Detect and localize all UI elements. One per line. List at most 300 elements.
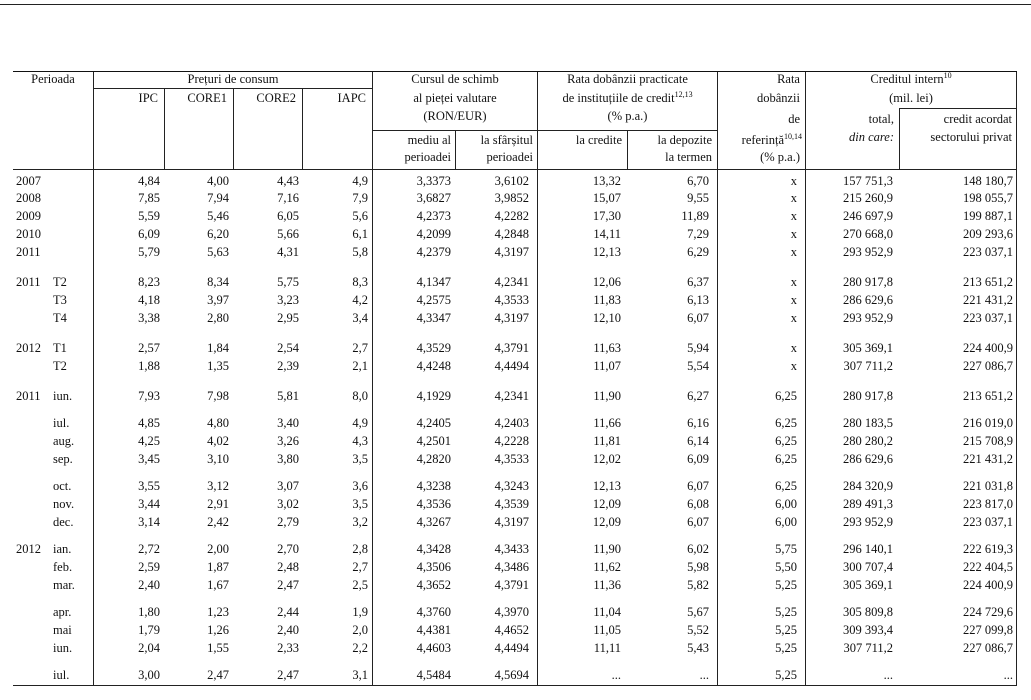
cell-credite: 17,30 [592,209,621,223]
cell-ref: x [790,209,797,223]
cell-privat: 227 086,7 [963,641,1013,655]
cell-ipc: 3,45 [138,452,160,466]
cell-iapc: 2,5 [352,578,368,592]
row-period: nov. [53,497,75,511]
header-rata-2: de instituțiile de credit$^{12,13}$ [562,90,693,105]
cell-privat: 213 651,2 [963,275,1013,289]
table-row [13,560,1017,575]
cell-core1: 1,84 [207,341,229,355]
cell-privat: 227 086,7 [963,359,1013,373]
cell-total: 293 952,9 [843,515,893,529]
cell-core2: 3,07 [277,479,299,493]
cell-iapc: 2,1 [352,359,368,373]
row-period: T2 [53,359,67,373]
cell-ref: 5,25 [775,605,797,619]
cell-credite: 12,10 [592,311,621,325]
cell-credite: 11,90 [593,389,621,403]
cell-total: 296 140,1 [843,542,893,556]
cell-ipc: 3,38 [138,311,160,325]
row-year: 2008 [16,191,41,205]
cell-privat: 224 400,9 [963,578,1013,592]
cell-total: 286 629,6 [843,452,893,466]
cell-iapc: 4,9 [352,174,368,188]
cell-total: 215 260,9 [843,191,893,205]
cell-mediu: 4,2373 [416,209,451,223]
table-row [13,497,1017,512]
header-rata-3: (% p.a.) [607,109,648,123]
cell-credite: 14,11 [593,227,621,241]
cell-total: 270 668,0 [843,227,893,241]
cell-depozite: ... [699,668,709,682]
header-perioada: Perioada [31,72,75,86]
cell-privat: 148 180,7 [963,174,1013,188]
cell-core1: 1,87 [207,560,229,574]
cell-total: 280 183,5 [843,416,893,430]
cell-privat: 215 708,9 [963,434,1013,448]
table-row [13,174,1017,189]
row-year: 2011 [16,245,41,259]
cell-core1: 5,46 [207,209,229,223]
col-sep [1016,72,1017,169]
cell-core2: 3,02 [277,497,299,511]
row-period: mai [53,623,72,637]
cell-depozite: 6,13 [687,293,709,307]
cell-credite: 11,04 [593,605,621,619]
header-curs-1: Cursul de schimb [411,72,499,86]
cell-ipc: 4,25 [138,434,160,448]
cell-depozite: 5,52 [687,623,709,637]
row-period: feb. [53,560,73,574]
row-year: 2010 [16,227,41,241]
header-rata-1: Rata dobânzii practicate [567,72,688,86]
cell-sf: 4,3533 [494,452,529,466]
cell-depozite: 6,37 [687,275,709,289]
cell-credite: 12,06 [592,275,621,289]
cell-depozite: 11,89 [681,209,709,223]
cell-iapc: 1,9 [352,605,368,619]
cell-core2: 4,43 [277,174,299,188]
cell-depozite: 6,07 [687,515,709,529]
cell-core1: 7,94 [207,191,229,205]
cell-privat: 223 037,1 [963,311,1013,325]
header-preturi: Prețuri de consum [187,72,279,86]
cell-credite: 12,13 [592,479,621,493]
cell-ipc: 2,72 [138,542,160,556]
cell-mediu: 4,2099 [416,227,451,241]
cell-depozite: 7,29 [687,227,709,241]
cell-ipc: 4,18 [138,293,160,307]
cell-privat: 222 619,3 [963,542,1013,556]
table-row [13,515,1017,530]
cell-iapc: 5,6 [352,209,368,223]
cell-credite: ... [611,668,621,682]
cell-core2: 2,54 [277,341,299,355]
row-period: T2 [53,275,67,289]
cell-mediu: 4,5484 [416,668,451,682]
cell-total: 309 393,4 [843,623,893,637]
cell-core2: 5,66 [277,227,299,241]
cell-depozite: 6,07 [687,479,709,493]
cell-ref: 6,25 [775,479,797,493]
cell-credite: 11,62 [593,560,621,574]
cell-credite: 11,90 [593,542,621,556]
cell-mediu: 4,4381 [416,623,451,637]
row-period: apr. [53,605,72,619]
cell-core2: 4,31 [277,245,299,259]
header-credit-total-2: din care: [848,130,894,144]
cell-mediu: 4,3506 [416,560,451,574]
cell-core1: 8,34 [207,275,229,289]
cell-ipc: 1,79 [138,623,160,637]
header-ref-4: referință$^{10,14}$ [741,132,802,147]
cell-credite: 12,09 [592,497,621,511]
cell-core2: 2,40 [277,623,299,637]
header-ref-1: Rata [777,72,800,86]
table-row [13,605,1017,620]
table-row [13,245,1017,260]
cell-sf: 4,4494 [494,359,529,373]
cell-ipc: 5,59 [138,209,160,223]
cell-privat: 209 293,6 [963,227,1013,241]
header-subrule [899,108,1016,109]
header-credit-priv-2: sectorului privat [930,130,1012,144]
cell-sf: 4,4494 [494,641,529,655]
cell-sf: 3,6102 [494,174,529,188]
cell-total: ... [883,668,893,682]
cell-iapc: 3,6 [352,479,368,493]
table-row [13,341,1017,356]
cell-iapc: 2,8 [352,542,368,556]
cell-total: 286 629,6 [843,293,893,307]
cell-credite: 15,07 [592,191,621,205]
cell-depozite: 5,82 [687,578,709,592]
cell-depozite: 6,29 [687,245,709,259]
cell-total: 246 697,9 [843,209,893,223]
cell-privat: 198 055,7 [963,191,1013,205]
header-rata-dep-1: la depozite [657,133,712,147]
table-row [13,389,1017,404]
header-credit-priv-1: credit acordat [943,112,1012,126]
cell-iapc: 7,9 [352,191,368,205]
header-ref-3: de [788,112,800,126]
cell-sf: 4,5694 [494,668,529,682]
cell-total: 305 369,1 [843,578,893,592]
cell-credite: 11,81 [593,434,621,448]
cell-mediu: 3,6827 [416,191,451,205]
cell-ref: x [790,227,797,241]
cell-ipc: 8,23 [138,275,160,289]
cell-ref: 5,25 [775,578,797,592]
cell-credite: 12,09 [592,515,621,529]
table-row [13,359,1017,374]
cell-mediu: 4,3760 [416,605,451,619]
cell-sf: 4,2228 [494,434,529,448]
cell-total: 280 280,2 [843,434,893,448]
cell-ipc: 3,55 [138,479,160,493]
cell-total: 280 917,8 [843,389,893,403]
cell-ref: x [790,311,797,325]
cell-iapc: 3,5 [352,452,368,466]
cell-core1: 3,10 [207,452,229,466]
row-year: 2012 [16,341,41,355]
cell-total: 307 711,2 [843,641,893,655]
cell-depozite: 5,98 [687,560,709,574]
table-row [13,668,1017,683]
cell-sf: 4,3433 [494,542,529,556]
cell-privat: 224 729,6 [963,605,1013,619]
cell-sf: 4,3486 [494,560,529,574]
header-ref-2: dobânzii [756,91,800,105]
cell-iapc: 3,5 [352,497,368,511]
cell-depozite: 5,54 [687,359,709,373]
cell-iapc: 4,2 [352,293,368,307]
cell-core2: 2,47 [277,668,299,682]
table-row [13,209,1017,224]
cell-sf: 4,3197 [494,311,529,325]
cell-ipc: 4,84 [138,174,160,188]
cell-core1: 2,00 [207,542,229,556]
cell-ref: 6,25 [775,434,797,448]
cell-core1: 2,80 [207,311,229,325]
cell-core1: 1,67 [207,578,229,592]
cell-privat: 221 031,8 [963,479,1013,493]
cell-depozite: 6,14 [687,434,709,448]
row-year: 2012 [16,542,41,556]
header-bottom-rule [13,169,1017,170]
header-iapc: IAPC [337,91,366,105]
cell-depozite: 5,43 [687,641,709,655]
cell-iapc: 3,2 [352,515,368,529]
cell-core2: 5,75 [277,275,299,289]
cell-core2: 2,39 [277,359,299,373]
cell-iapc: 2,7 [352,560,368,574]
table-bottom-rule [13,685,1017,686]
cell-ref: 5,50 [775,560,797,574]
cell-depozite: 9,55 [687,191,709,205]
cell-mediu: 4,3536 [416,497,451,511]
header-core1: CORE1 [187,91,227,105]
cell-ref: x [790,275,797,289]
cell-core2: 3,26 [277,434,299,448]
cell-credite: 11,63 [593,341,621,355]
cell-depozite: 6,27 [687,389,709,403]
cell-privat: 222 404,5 [963,560,1013,574]
header-ref-5: (% p.a.) [760,150,800,164]
cell-iapc: 8,3 [352,275,368,289]
cell-core2: 2,95 [277,311,299,325]
table-row [13,641,1017,656]
cell-ref: 6,25 [775,416,797,430]
cell-total: 157 751,3 [843,174,893,188]
cell-privat: 213 651,2 [963,389,1013,403]
header-core2: CORE2 [256,91,296,105]
row-period: iun. [53,389,73,403]
cell-credite: 11,83 [593,293,621,307]
table-row [13,479,1017,494]
cell-core2: 7,16 [277,191,299,205]
table-row [13,578,1017,593]
row-period: T3 [53,293,67,307]
cell-mediu: 4,2379 [416,245,451,259]
cell-privat: 224 400,9 [963,341,1013,355]
cell-depozite: 6,08 [687,497,709,511]
cell-sf: 4,2341 [494,389,529,403]
header-mediu-2: perioadei [404,150,451,164]
cell-ref: 6,25 [775,389,797,403]
cell-credite: 12,02 [592,452,621,466]
header-subrule [537,130,717,131]
header-sf-2: perioadei [486,150,533,164]
cell-sf: 4,3791 [494,341,529,355]
cell-core1: 6,20 [207,227,229,241]
cell-total: 305 809,8 [843,605,893,619]
cell-mediu: 4,3347 [416,311,451,325]
table-row [13,542,1017,557]
cell-mediu: 4,1929 [416,389,451,403]
cell-core1: 1,26 [207,623,229,637]
cell-privat: 223 037,1 [963,515,1013,529]
cell-iapc: 4,3 [352,434,368,448]
cell-ref: 6,25 [775,452,797,466]
cell-mediu: 4,3529 [416,341,451,355]
top-rule [0,4,1031,5]
cell-sf: 4,3197 [494,515,529,529]
cell-privat: 223 817,0 [963,497,1013,511]
cell-core2: 2,33 [277,641,299,655]
cell-sf: 4,2403 [494,416,529,430]
table-row [13,434,1017,449]
cell-total: 280 917,8 [843,275,893,289]
cell-sf: 4,3539 [494,497,529,511]
cell-core2: 6,05 [277,209,299,223]
cell-mediu: 4,2405 [416,416,451,430]
cell-sf: 4,3533 [494,293,529,307]
cell-total: 293 952,9 [843,245,893,259]
cell-ipc: 1,88 [138,359,160,373]
cell-sf: 4,3197 [494,245,529,259]
cell-core1: 7,98 [207,389,229,403]
cell-core2: 5,81 [277,389,299,403]
row-period: dec. [53,515,74,529]
cell-ipc: 2,40 [138,578,160,592]
cell-core2: 2,47 [277,578,299,592]
cell-ref: 6,00 [775,497,797,511]
cell-sf: 4,2848 [494,227,529,241]
table-row [13,452,1017,467]
cell-credite: 11,36 [593,578,621,592]
cell-ipc: 3,00 [138,668,160,682]
header-mediu-1: mediu al [407,133,451,147]
cell-mediu: 4,4248 [416,359,451,373]
cell-ipc: 3,14 [138,515,160,529]
cell-sf: 4,3970 [494,605,529,619]
cell-core1: 5,63 [207,245,229,259]
cell-mediu: 4,3652 [416,578,451,592]
cell-depozite: 6,16 [687,416,709,430]
cell-sf: 4,2341 [494,275,529,289]
cell-iapc: 2,2 [352,641,368,655]
cell-ref: x [790,359,797,373]
cell-mediu: 4,2575 [416,293,451,307]
cell-ref: 5,25 [775,668,797,682]
cell-sf: 4,4652 [494,623,529,637]
row-year: 2011 [16,389,41,403]
table-row [13,275,1017,290]
cell-iapc: 6,1 [352,227,368,241]
cell-core2: 2,48 [277,560,299,574]
cell-privat: ... [1003,668,1013,682]
cell-core1: 2,47 [207,668,229,682]
row-year: 2009 [16,209,41,223]
cell-ref: 5,25 [775,623,797,637]
row-period: iul. [53,668,70,682]
cell-mediu: 4,2501 [416,434,451,448]
header-ipc: IPC [138,91,158,105]
header-rata-dep-2: la termen [665,150,712,164]
cell-core2: 2,70 [277,542,299,556]
cell-ipc: 2,59 [138,560,160,574]
row-year: 2011 [16,275,41,289]
row-year: 2007 [16,174,41,188]
row-period: aug. [53,434,75,448]
cell-credite: 11,07 [593,359,621,373]
cell-mediu: 4,2820 [416,452,451,466]
table-row [13,311,1017,326]
cell-sf: 4,2282 [494,209,529,223]
cell-depozite: 6,07 [687,311,709,325]
cell-depozite: 5,67 [687,605,709,619]
cell-credite: 11,05 [593,623,621,637]
row-period: sep. [53,452,73,466]
cell-ipc: 3,44 [138,497,160,511]
cell-credite: 11,66 [593,416,621,430]
cell-sf: 3,9852 [494,191,529,205]
header-credit-2: (mil. lei) [889,91,933,105]
cell-ref: x [790,191,797,205]
table-row [13,416,1017,431]
cell-core1: 1,55 [207,641,229,655]
cell-iapc: 4,9 [352,416,368,430]
cell-core2: 3,80 [277,452,299,466]
cell-mediu: 4,3238 [416,479,451,493]
row-period: iun. [53,641,73,655]
cell-core2: 3,23 [277,293,299,307]
cell-mediu: 3,3373 [416,174,451,188]
cell-ref: x [790,245,797,259]
table-row [13,623,1017,638]
cell-core1: 2,91 [207,497,229,511]
cell-privat: 227 099,8 [963,623,1013,637]
cell-credite: 11,11 [593,641,621,655]
cell-ipc: 4,85 [138,416,160,430]
cell-ref: 5,75 [775,542,797,556]
row-period: ian. [53,542,72,556]
table-row [13,227,1017,242]
cell-ipc: 7,85 [138,191,160,205]
cell-iapc: 2,0 [352,623,368,637]
table-row [13,293,1017,308]
header-sf-1: la sfârșitul [480,133,533,147]
cell-iapc: 2,7 [352,341,368,355]
row-period: T4 [53,311,67,325]
cell-total: 293 952,9 [843,311,893,325]
cell-sf: 4,3243 [494,479,529,493]
header-subrule [94,88,372,89]
cell-ref: x [790,174,797,188]
cell-ipc: 1,80 [138,605,160,619]
cell-core1: 4,02 [207,434,229,448]
cell-core1: 3,97 [207,293,229,307]
